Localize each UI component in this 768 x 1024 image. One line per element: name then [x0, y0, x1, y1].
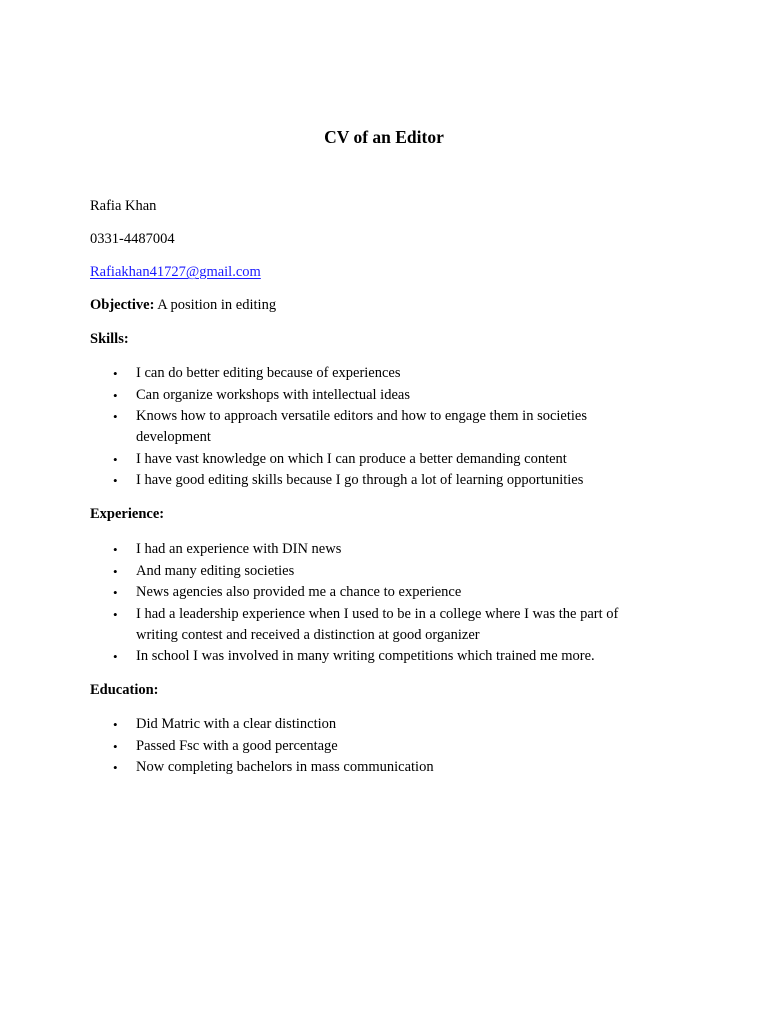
- education-text: Passed Fsc with a good percentage: [136, 737, 338, 754]
- experience-heading: Experience:: [90, 506, 165, 522]
- skill-text: Knows how to approach versatile editors and how to engage them in societies development: [136, 408, 587, 445]
- skills-list: [0, 363, 656, 492]
- skill-text: I can do better editing because of experiences: [136, 365, 401, 381]
- list-item: [0, 539, 656, 560]
- bullet-icon: •: [113, 542, 118, 557]
- skills-heading: Skills:: [90, 331, 129, 347]
- education-heading: Education:: [90, 682, 159, 698]
- objective-label: Objective:: [90, 297, 155, 313]
- applicant-email-row: [90, 262, 261, 283]
- list-item: [0, 385, 656, 406]
- list-item: [0, 757, 656, 778]
- list-item: [0, 736, 656, 757]
- skill-text: I have good editing skills because I go through a lot of learning opportunities: [136, 472, 584, 488]
- objective-row: [90, 295, 276, 316]
- list-item: [0, 406, 656, 448]
- applicant-phone: 0331-4487004: [90, 231, 175, 247]
- bullet-icon: •: [113, 409, 118, 424]
- experience-text: I had a leadership experience when I used to be in a college where I was the part of writing contest and received a distinction at good organizer: [136, 605, 619, 643]
- experience-list: [0, 539, 656, 668]
- education-list: [0, 714, 656, 779]
- bullet-icon: •: [113, 760, 118, 775]
- bullet-icon: •: [113, 717, 118, 732]
- email-link[interactable]: Rafiakhan41727@gmail.com: [90, 264, 261, 280]
- education-text: Did Matric with a clear distinction: [136, 716, 337, 732]
- bullet-icon: •: [113, 473, 118, 488]
- bullet-icon: •: [113, 366, 118, 381]
- experience-text: News agencies also provided me a chance to experience: [136, 584, 462, 600]
- document-title: CV of an Editor: [324, 127, 444, 147]
- objective-text: A position in editing: [154, 297, 277, 313]
- bullet-icon: •: [113, 738, 118, 754]
- list-item: [0, 449, 656, 470]
- bullet-icon: •: [113, 585, 118, 600]
- experience-text: In school I was involved in many writing competitions which trained me more.: [136, 648, 595, 664]
- list-item: [0, 604, 656, 646]
- bullet-icon: •: [113, 649, 118, 664]
- skill-text: I have vast knowledge on which I can produce a better demanding content: [136, 450, 567, 467]
- experience-text: And many editing societies: [136, 562, 295, 579]
- list-item: [0, 470, 656, 491]
- list-item: [0, 646, 656, 667]
- skill-text: Can organize workshops with intellectual ideas: [136, 386, 410, 403]
- bullet-icon: •: [113, 606, 118, 622]
- list-item: [0, 561, 656, 582]
- bullet-icon: •: [113, 563, 118, 579]
- applicant-name: Rafia Khan: [90, 198, 157, 214]
- education-text: Now completing bachelors in mass communication: [136, 759, 434, 775]
- list-item: [0, 714, 656, 735]
- bullet-icon: •: [113, 451, 118, 467]
- list-item: [0, 582, 656, 603]
- bullet-icon: •: [113, 387, 118, 403]
- experience-text: I had an experience with DIN news: [136, 541, 342, 557]
- list-item: [0, 363, 656, 384]
